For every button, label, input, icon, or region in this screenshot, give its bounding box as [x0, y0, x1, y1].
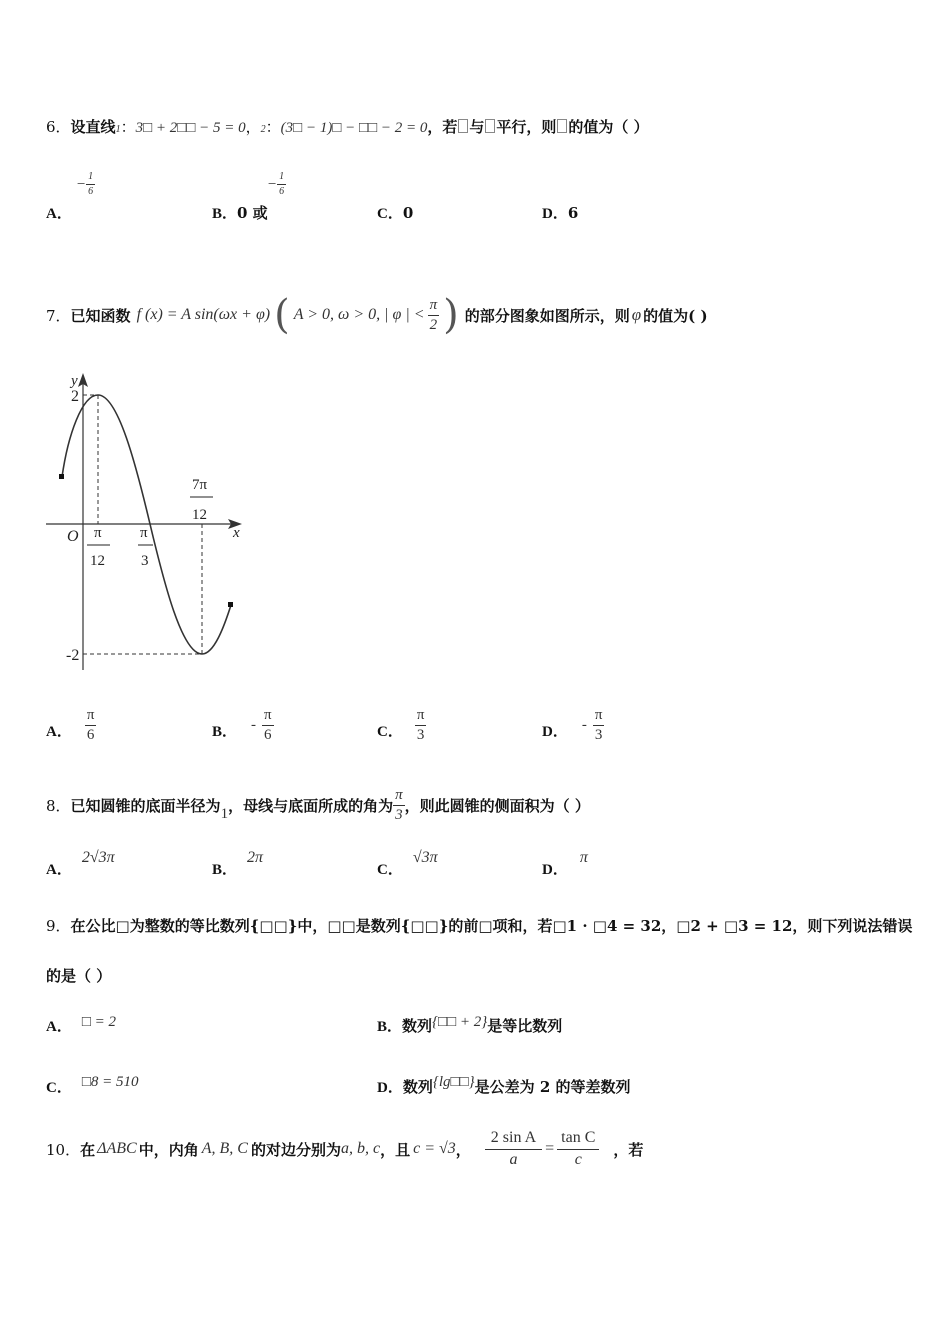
q10-angles: A, B, C — [201, 1140, 248, 1157]
q9-option-a[interactable] — [46, 1010, 117, 1035]
q7-a-num: π — [85, 708, 97, 726]
q7-text-c: 的值为( ) — [643, 306, 708, 325]
q7-d-label: D． — [542, 724, 568, 740]
q6-a-label: A． — [46, 206, 72, 222]
graph-x-label: x — [233, 525, 240, 541]
q7-text-a: 已知函数 — [70, 306, 131, 325]
q9-b-label: B． — [377, 1019, 403, 1035]
q7-func: f (x) = A sin(ωx + φ) — [136, 306, 271, 323]
q6-option-c[interactable] — [377, 202, 413, 223]
q10-frac2-den: c — [574, 1151, 582, 1168]
q7-text-b: 的部分图象如图所示，则 — [464, 306, 630, 325]
q10-text-c: 的对边分别为 — [250, 1140, 341, 1159]
curve-start-point — [59, 474, 64, 479]
q8-text-c: ，则此圆锥的侧面积为（ ） — [404, 797, 590, 815]
q8-a-value: 2√3π — [81, 849, 115, 866]
q7-a-label: A． — [46, 724, 72, 740]
tick2-den: 3 — [141, 553, 149, 569]
q8-option-a[interactable] — [46, 846, 115, 878]
q6-l1-expr: 3□ + 2□□ − 5 = 0 — [135, 120, 246, 136]
q9-b-expr: {□□ + 2} — [432, 1014, 488, 1030]
q6-l2-sub: 2 — [260, 124, 266, 135]
graph-ymin-label: -2 — [66, 647, 80, 664]
q6-option-d[interactable] — [542, 202, 578, 223]
q7-option-d[interactable] — [542, 708, 604, 743]
q9-c-text: □8 = 510 — [81, 1074, 139, 1090]
q7-stem — [46, 290, 708, 340]
q9-a-label: A． — [46, 1019, 72, 1035]
q10-stem — [46, 1124, 643, 1174]
q9-stem-line1 — [46, 915, 912, 936]
q10-frac1-den: a — [509, 1151, 518, 1168]
q7-option-b[interactable] — [212, 708, 274, 743]
q8-a-label: A． — [46, 862, 72, 878]
q7-option-c[interactable] — [377, 708, 426, 743]
q7-c-den: 3 — [416, 727, 425, 743]
q7-cond: A > 0, ω > 0, | φ | < — [293, 306, 425, 323]
q7-phi: φ — [631, 305, 642, 324]
q6-b-label: B． — [212, 206, 238, 222]
tick1-den: 12 — [90, 553, 105, 569]
q10-text-e: ， — [455, 1140, 471, 1159]
q7-cond-num: π — [428, 298, 440, 316]
q6-l1-sub: 1 — [115, 124, 121, 135]
q8-d-label: D． — [542, 862, 568, 878]
q8-option-c[interactable] — [377, 846, 438, 878]
q6-b-prefix: 0 或 — [237, 204, 268, 222]
q7-b-den: 6 — [264, 727, 272, 743]
q10-c-eq: c = √3 — [413, 1140, 456, 1157]
graph-y-label: y — [71, 373, 78, 389]
q7-b-sign: - — [251, 717, 257, 733]
q7-number: 7． — [46, 306, 71, 325]
q8-d-value: π — [579, 849, 588, 866]
tick3-den: 12 — [192, 507, 207, 523]
q7-c-num: π — [415, 708, 427, 726]
q10-text-b: 中，内角 — [138, 1140, 199, 1159]
q6-d-value: 6 — [567, 204, 579, 222]
q6-text-c: 与 — [469, 118, 485, 136]
q6-c-value: 0 — [402, 204, 414, 222]
q6-stem: 6．设直线1：3□ + 2□□ − 5 = 0，2：(3□ − 1)□ − □□ − 2 = 0，若 与 平行，则 的值为（ ） — [46, 118, 649, 136]
placeholder-box-icon — [485, 119, 495, 133]
q6-number: 6． — [46, 118, 71, 136]
q9-d-expr: {lg□□} — [432, 1074, 475, 1090]
q7-d-den: 3 — [594, 727, 603, 743]
q7-graph — [40, 365, 255, 675]
q10-frac1-num: 2 sin A — [485, 1130, 542, 1150]
placeholder-box-icon — [458, 119, 468, 133]
q10-text-d: ，且 — [380, 1140, 411, 1159]
q9-option-d[interactable] — [377, 1070, 631, 1096]
q7-cond-den: 2 — [429, 316, 438, 333]
curve-end-point — [228, 602, 233, 607]
q6-a-den: 6 — [88, 186, 94, 197]
q8-text-a: 已知圆锥的底面半径为 — [70, 797, 221, 815]
q8-stem — [46, 788, 590, 823]
left-paren-icon: ( — [274, 292, 290, 338]
q8-b-value: 2π — [247, 849, 264, 866]
graph-origin-label: O — [67, 528, 79, 545]
placeholder-box-icon — [557, 119, 567, 133]
q6-a-sign: − — [76, 176, 87, 193]
right-paren-icon: ) — [443, 292, 459, 338]
q6-d-label: D． — [542, 206, 568, 222]
q9-c-label: C． — [46, 1080, 72, 1096]
q7-option-a[interactable] — [46, 708, 96, 743]
tick3-num: 7π — [192, 477, 208, 493]
q7-d-sign: - — [581, 717, 587, 733]
q9-d-label: D． — [377, 1080, 403, 1096]
q7-d-num: π — [593, 708, 605, 726]
q10-frac2-num: tan C — [557, 1130, 599, 1150]
q6-text-d: 平行，则 — [496, 118, 557, 136]
graph-ymax-label: 2 — [71, 388, 79, 405]
q9-number: 9． — [46, 917, 71, 935]
q8-b-label: B． — [212, 862, 238, 878]
q10-text-a: 在 — [80, 1140, 96, 1159]
q9-stem-line2: 的是（ ） — [46, 967, 112, 985]
q6-text-e: 的值为（ ） — [568, 118, 649, 136]
q9-d-text-a: 数列 — [402, 1078, 433, 1096]
q8-option-b[interactable] — [212, 846, 264, 878]
q8-text-b: ，母线与底面所成的角为 — [228, 797, 394, 815]
q6-b-sign: − — [267, 176, 278, 193]
q9-option-c[interactable] — [46, 1070, 139, 1096]
q7-b-label: B． — [212, 724, 238, 740]
q8-c-value: √3π — [412, 849, 438, 866]
q8-option-d[interactable] — [542, 846, 588, 878]
q10-tri: ΔABC — [97, 1140, 137, 1157]
q8-c-label: C． — [377, 862, 403, 878]
q6-text-a: 设直线 — [70, 118, 116, 136]
q6-b-num: 1 — [277, 172, 286, 185]
q8-angle-den: 3 — [395, 807, 403, 823]
q8-angle-num: π — [393, 788, 405, 806]
q10-number: 10． — [46, 1140, 81, 1159]
tick2-num: π — [140, 525, 148, 541]
q9-b-text-b: 是等比数列 — [487, 1017, 563, 1035]
q10-eq: = — [545, 1140, 555, 1157]
q9-d-text-b: 是公差为 2 的等差数列 — [474, 1078, 631, 1096]
q10-sides: a, b, c — [340, 1140, 381, 1157]
q6-a-num: 1 — [86, 172, 95, 185]
q7-a-den: 6 — [86, 727, 95, 743]
q7-c-label: C． — [377, 724, 403, 740]
q10-text-f: ，若 — [613, 1140, 644, 1159]
q6-text-b: ，若 — [427, 118, 458, 136]
q9-option-b[interactable] — [377, 1010, 563, 1035]
q8-radius: 1 — [220, 806, 229, 822]
q8-number: 8． — [46, 797, 71, 815]
q9-a-text: □ = 2 — [81, 1014, 117, 1030]
q7-b-num: π — [262, 708, 274, 726]
q6-l2-expr: (3□ − 1)□ − □□ − 2 = 0 — [280, 120, 428, 136]
q9-b-text-a: 数列 — [402, 1017, 433, 1035]
q6-c-label: C． — [377, 206, 403, 222]
tick1-num: π — [94, 525, 102, 541]
q6-b-den: 6 — [279, 186, 285, 197]
q9-line1: 在公比□为整数的等比数列{□□}中，□□是数列{□□}的前□项和，若□1 · □4 = 32，□2 + □3 = 12，则下列说法错误 — [70, 917, 913, 935]
